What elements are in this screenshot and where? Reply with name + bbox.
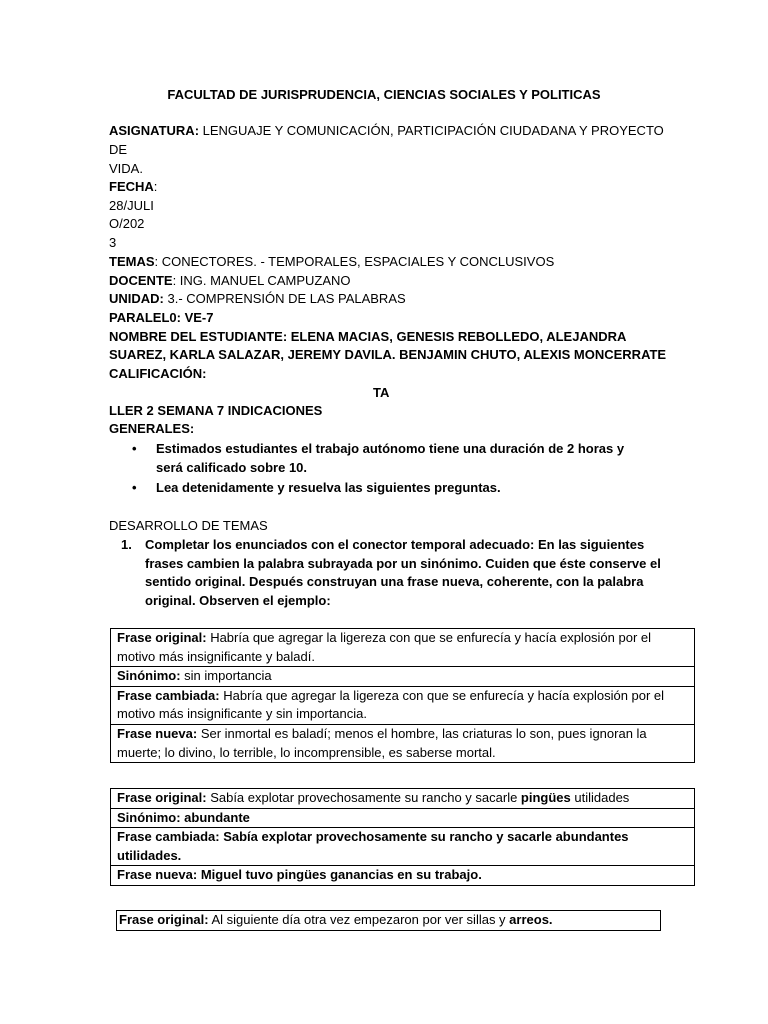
unidad-line <box>109 290 406 309</box>
frase-original-cell <box>111 629 695 667</box>
nombre-estudiante-line-1: NOMBRE DEL ESTUDIANTE: ELENA MACIAS, GENESIS REBOLLEDO, ALEJANDRA <box>109 329 627 344</box>
frase-cambiada-cell <box>111 686 695 724</box>
docente-line <box>109 272 351 291</box>
generales-label: GENERALES: <box>109 421 195 436</box>
list-item: • Lea detenidamente y resuelva las siguientes preguntas. <box>132 479 652 498</box>
table-row <box>111 667 695 687</box>
table-row <box>111 724 695 762</box>
table-row <box>111 629 695 667</box>
table-row <box>111 808 695 828</box>
temas-value: : CONECTORES. - TEMPORALES, ESPACIALES Y CONCLUSIVOS <box>154 254 555 269</box>
example-table-2 <box>110 788 695 886</box>
frase-original-text: Habría que agregar la ligereza con que se enfurecía y hacía explosión por el motivo más insignificante y baladí. <box>117 630 652 664</box>
temas-line <box>109 253 554 272</box>
calificacion-label: CALIFICACIÓN: <box>109 366 207 381</box>
taller-line: LLER 2 SEMANA 7 INDICACIONES <box>109 403 323 418</box>
docente-value: : ING. MANUEL CAMPUZANO <box>172 273 351 288</box>
paralelo-line: PARALEL0: VE-7 <box>109 310 214 325</box>
sinonimo-cell <box>111 667 695 687</box>
list-item: • Estimados estudiantes el trabajo autónomo tiene una duración de 2 horas y será calificado sobre 10. <box>132 440 652 477</box>
table-row <box>111 686 695 724</box>
table-row <box>117 911 661 931</box>
frase-original-keyword: pingües <box>520 790 571 805</box>
frase-cambiada-label: Frase cambiada: <box>117 687 220 703</box>
frase-original-cell <box>117 911 661 931</box>
frase-original-keyword: arreos. <box>509 912 553 927</box>
sinonimo-cell: Sinónimo: abundante <box>111 808 695 828</box>
docente-label: DOCENTE <box>109 273 173 288</box>
fecha-label: FECHA <box>109 179 154 194</box>
example-table-3 <box>116 910 661 931</box>
table-row <box>111 828 695 866</box>
fecha-value-3: 3 <box>109 235 117 250</box>
fecha-colon: : <box>153 179 158 194</box>
desarrollo-heading: DESARROLLO DE TEMAS <box>109 518 268 533</box>
frase-original-text: Sabía explotar provechosamente su rancho y sacarle <box>206 790 521 805</box>
sinonimo-text: sin importancia <box>180 668 272 684</box>
example-table-1 <box>110 628 695 763</box>
question-1 <box>121 536 661 610</box>
question-number: 1. <box>121 537 132 552</box>
frase-original-label: Frase original: <box>117 630 207 645</box>
asignatura-line <box>109 122 664 141</box>
frase-nueva-text: Ser inmortal es baladí; menos el hombre, las criaturas lo son, pues ignoran la muerte; lo divino, lo terrible, lo incomprensible, es saberse mortal. <box>117 725 647 760</box>
frase-original-label: Frase original: <box>119 912 209 927</box>
fecha-value-1: 28/JULI <box>109 198 154 213</box>
frase-original-text-end: utilidades <box>570 790 630 805</box>
asignatura-label: ASIGNATURA: <box>109 123 200 138</box>
frase-nueva-cell: Frase nueva: Miguel tuvo pingües ganancias en su trabajo. <box>111 866 695 886</box>
frase-cambiada-cell: Frase cambiada: Sabía explotar provechosamente su rancho y sacarle abundantes utilidades. <box>111 828 695 866</box>
unidad-value: 3.- COMPRENSIÓN DE LAS PALABRAS <box>163 291 406 306</box>
table-row <box>111 866 695 886</box>
document-title: FACULTAD DE JURISPRUDENCIA, CIENCIAS SOCIALES Y POLITICAS <box>167 87 601 102</box>
temas-label: TEMAS <box>109 254 155 269</box>
frase-nueva-cell <box>111 724 695 762</box>
fecha-line <box>109 178 157 197</box>
taller-prefix: TA <box>373 385 390 400</box>
frase-cambiada-text: Habría que agregar la ligereza con que se enfurecía y hacía explosión por el motivo más insignificante y sin importancia. <box>117 687 665 722</box>
frase-original-text: Al siguiente día otra vez empezaron por ver sillas y <box>208 912 510 927</box>
fecha-value-2: O/202 <box>109 216 145 231</box>
table-row <box>111 789 695 809</box>
indicaciones-list <box>132 440 652 500</box>
frase-original-label: Frase original: <box>117 790 207 805</box>
asignatura-value-3: VIDA. <box>109 161 143 176</box>
unidad-label: UNIDAD: <box>109 291 164 306</box>
frase-nueva-label: Frase nueva: <box>117 725 198 741</box>
asignatura-value-2: DE <box>109 142 128 157</box>
sinonimo-label: Sinónimo: <box>117 668 181 684</box>
frase-original-cell <box>111 789 695 809</box>
nombre-estudiante-line-2: SUAREZ, KARLA SALAZAR, JEREMY DAVILA. BENJAMIN CHUTO, ALEXIS MONCERRATE <box>109 347 667 362</box>
question-text: Completar los enunciados con el conector temporal adecuado: En las siguientes frases cambien la palabra subrayada por un sinónimo. Cuiden que éste conserve el sentido original. Después construyan una frase nueva, coherente, con la palabra original. Observen el ejemplo: <box>145 537 661 608</box>
asignatura-value: LENGUAJE Y COMUNICACIÓN, PARTICIPACIÓN CIUDADANA Y PROYECTO <box>199 123 664 138</box>
